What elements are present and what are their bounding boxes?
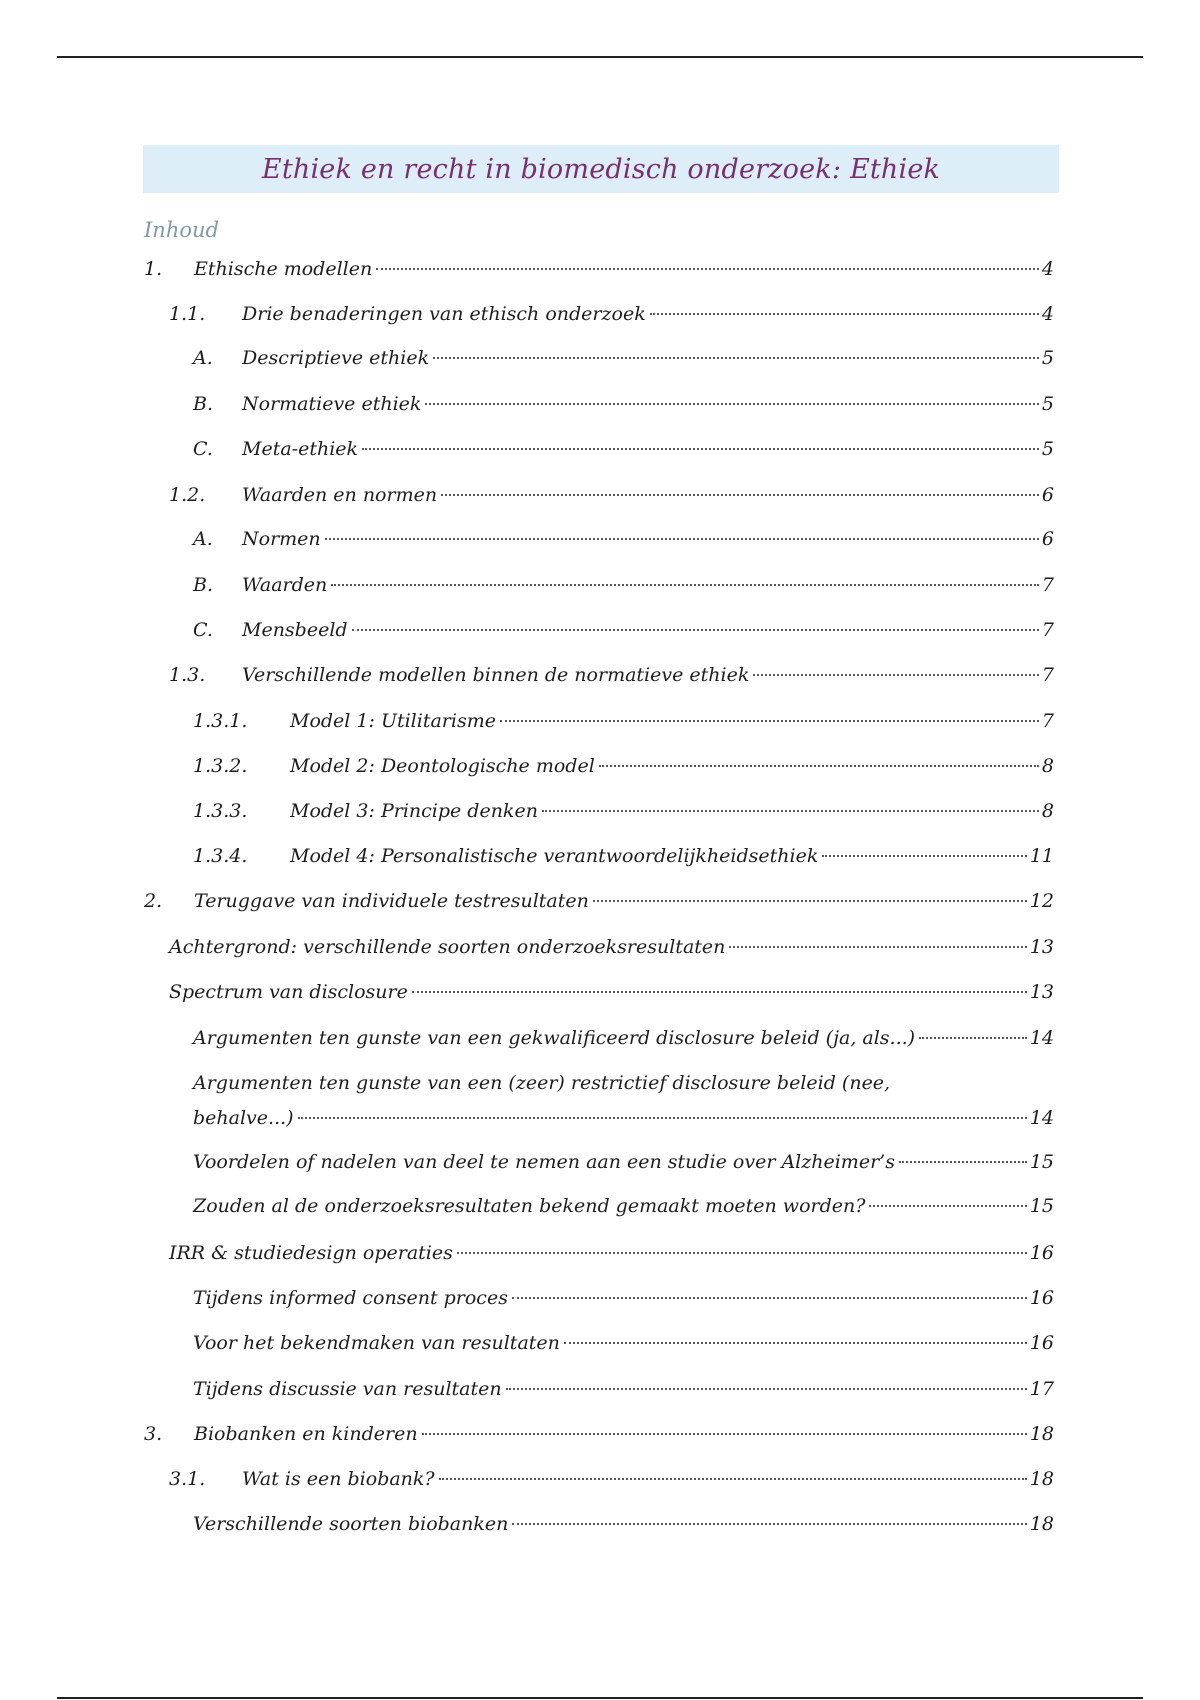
- toc-entry[interactable]: [193, 573, 1054, 597]
- toc-entry[interactable]: [193, 437, 1054, 461]
- toc-leader: [433, 357, 1039, 359]
- toc-leader: [352, 629, 1039, 631]
- toc-number: 1.2.: [169, 484, 206, 506]
- toc-leader: [441, 494, 1039, 496]
- toc-leader: [512, 1297, 1027, 1299]
- toc-entry[interactable]: [169, 935, 1054, 959]
- toc-entry[interactable]: [169, 663, 1054, 687]
- toc-entry[interactable]: [144, 257, 1054, 281]
- toc-page: 6: [1041, 484, 1054, 506]
- toc-leader: [500, 720, 1039, 722]
- toc-number: 1.3.1.: [193, 710, 248, 732]
- toc-number: 1.3.2.: [193, 755, 248, 777]
- toc-number: C.: [193, 438, 213, 460]
- toc-entry[interactable]: [193, 1026, 1054, 1050]
- toc-heading: Inhoud: [144, 218, 219, 242]
- toc-page: 7: [1041, 710, 1054, 732]
- toc-page: 8: [1041, 800, 1054, 822]
- toc-label: Biobanken en kinderen: [194, 1423, 418, 1445]
- toc-label: Voordelen of nadelen van deel te nemen aan een studie over Alzheimer’s: [193, 1151, 895, 1173]
- toc-number: 1.3.3.: [193, 800, 248, 822]
- toc-leader: [593, 900, 1027, 902]
- toc-label: Normatieve ethiek: [242, 393, 422, 415]
- toc-label: Ethische modellen: [194, 258, 373, 280]
- toc-label: Verschillende soorten biobanken: [193, 1513, 509, 1535]
- toc-entry[interactable]: [193, 1150, 1054, 1174]
- toc-label: Mensbeeld: [242, 619, 348, 641]
- toc-page: 5: [1041, 347, 1054, 369]
- toc-page: 18: [1029, 1423, 1054, 1445]
- toc-page: 5: [1041, 438, 1054, 460]
- toc-label-continued: behalve...): [193, 1107, 294, 1129]
- toc-entry[interactable]: [144, 889, 1054, 913]
- toc-leader: [506, 1388, 1027, 1390]
- toc-label: Tijdens informed consent proces: [193, 1287, 508, 1309]
- toc-label: Verschillende modellen binnen de normatieve ethiek: [242, 664, 750, 686]
- toc-page: 18: [1029, 1513, 1054, 1535]
- toc-entry[interactable]: [193, 1286, 1054, 1310]
- toc-number: 1.1.: [169, 303, 206, 325]
- toc-label: Model 3: Principe denken: [290, 800, 538, 822]
- toc-label: Model 1: Utilitarisme: [290, 710, 496, 732]
- toc-page: 14: [1029, 1027, 1054, 1049]
- toc-label: Descriptieve ethiek: [242, 347, 430, 369]
- toc-number: 1.3.4.: [193, 845, 248, 867]
- footer-rule: [57, 1697, 1143, 1699]
- toc-number: B.: [193, 393, 214, 415]
- document-title: Ethiek en recht in biomedisch onderzoek: Ethiek: [261, 153, 941, 185]
- toc-page: 16: [1029, 1242, 1054, 1264]
- toc-page: 11: [1029, 845, 1054, 867]
- toc-entry[interactable]: [169, 980, 1054, 1004]
- toc-leader: [869, 1205, 1026, 1207]
- toc-page: 15: [1029, 1151, 1054, 1173]
- toc-number: A.: [193, 347, 213, 369]
- toc-leader: [512, 1523, 1026, 1525]
- toc-leader: [362, 448, 1039, 450]
- toc-leader: [650, 313, 1039, 315]
- toc-entry[interactable]: [193, 1377, 1054, 1401]
- toc-entry[interactable]: [193, 392, 1054, 416]
- toc-page: 7: [1041, 619, 1054, 641]
- toc-entry[interactable]: [193, 618, 1054, 642]
- toc-entry[interactable]: [193, 346, 1054, 370]
- toc-label: Waarden: [242, 574, 328, 596]
- toc-entry[interactable]: [193, 1331, 1054, 1355]
- toc-label: Achtergrond: verschillende soorten onderzoeksresultaten: [169, 936, 726, 958]
- toc-number: 3.: [144, 1423, 163, 1445]
- toc-page: 4: [1041, 258, 1054, 280]
- toc-leader: [331, 584, 1039, 586]
- toc-label: Zouden al de onderzoeksresultaten bekend gemaakt moeten worden?: [193, 1195, 866, 1217]
- toc-leader: [422, 1433, 1027, 1435]
- toc-entry[interactable]: [193, 709, 1054, 733]
- toc-page: 13: [1029, 936, 1054, 958]
- toc-page: 6: [1041, 528, 1054, 550]
- toc-number: A.: [193, 528, 213, 550]
- toc-label: Spectrum van disclosure: [169, 981, 408, 1003]
- toc-page: 15: [1029, 1195, 1054, 1217]
- toc-page: 7: [1041, 664, 1054, 686]
- toc-entry[interactable]: [169, 302, 1054, 326]
- toc-entry[interactable]: [169, 1467, 1054, 1491]
- toc-page: 4: [1041, 303, 1054, 325]
- toc-page: 8: [1041, 755, 1054, 777]
- toc-label: Argumenten ten gunste van een gekwalificeerd disclosure beleid (ja, als...): [193, 1027, 916, 1049]
- toc-page: 17: [1029, 1378, 1054, 1400]
- toc-number: 1.: [144, 258, 163, 280]
- toc-entry[interactable]: [193, 527, 1054, 551]
- toc-number: B.: [193, 574, 214, 596]
- toc-leader: [325, 538, 1039, 540]
- toc-entry[interactable]: [193, 844, 1054, 868]
- toc-page: 12: [1029, 890, 1054, 912]
- toc-entry[interactable]: [193, 1512, 1054, 1536]
- toc-page: 16: [1029, 1287, 1054, 1309]
- toc-leader: [729, 946, 1026, 948]
- toc-number: 3.1.: [169, 1468, 206, 1490]
- toc-page: 13: [1029, 981, 1054, 1003]
- toc-page: 14: [1029, 1107, 1054, 1129]
- toc-leader: [376, 268, 1039, 270]
- toc-entry[interactable]: [193, 754, 1054, 778]
- toc-label: Tijdens discussie van resultaten: [193, 1378, 502, 1400]
- toc-label: Meta-ethiek: [242, 438, 359, 460]
- toc-label: Normen: [242, 528, 321, 550]
- toc-entry[interactable]: [193, 1194, 1054, 1218]
- toc-label: IRR & studiedesign operaties: [169, 1242, 453, 1264]
- toc-entry[interactable]: [169, 1241, 1054, 1265]
- toc-number: 1.3.: [169, 664, 206, 686]
- toc-label: Voor het bekendmaken van resultaten: [193, 1332, 560, 1354]
- toc-label: Waarden en normen: [242, 484, 438, 506]
- title-banner: [143, 145, 1059, 193]
- toc-label: Teruggave van individuele testresultaten: [194, 890, 589, 912]
- toc-label: Wat is een biobank?: [242, 1468, 435, 1490]
- toc-label: Model 2: Deontologische model: [290, 755, 595, 777]
- toc-leader: [899, 1161, 1027, 1163]
- toc-leader: [753, 674, 1039, 676]
- toc-entry[interactable]: [169, 483, 1054, 507]
- toc-number: C.: [193, 619, 213, 641]
- toc-leader: [599, 765, 1039, 767]
- toc-leader: [439, 1478, 1027, 1480]
- toc-entry[interactable]: [193, 799, 1054, 823]
- toc-label: Drie benaderingen van ethisch onderzoek: [242, 303, 646, 325]
- toc-page: 7: [1041, 574, 1054, 596]
- toc-leader: [457, 1252, 1027, 1254]
- toc-page: 16: [1029, 1332, 1054, 1354]
- toc-page: 18: [1029, 1468, 1054, 1490]
- toc-leader: [298, 1117, 1027, 1119]
- toc-leader: [564, 1342, 1027, 1344]
- header-rule: [57, 56, 1143, 58]
- toc-leader: [425, 403, 1038, 405]
- toc-number: 2.: [144, 890, 163, 912]
- toc-leader: [822, 855, 1026, 857]
- toc-entry[interactable]: [144, 1422, 1054, 1446]
- toc-label: Model 4: Personalistische verantwoordelijkheidsethiek: [290, 845, 819, 867]
- toc-entry[interactable]: [193, 1106, 1054, 1130]
- toc-leader: [919, 1037, 1027, 1039]
- toc-leader: [412, 991, 1027, 993]
- toc-leader: [542, 810, 1039, 812]
- toc-label[interactable]: Argumenten ten gunste van een (zeer) restrictief disclosure beleid (nee,: [193, 1072, 891, 1094]
- toc-page: 5: [1041, 393, 1054, 415]
